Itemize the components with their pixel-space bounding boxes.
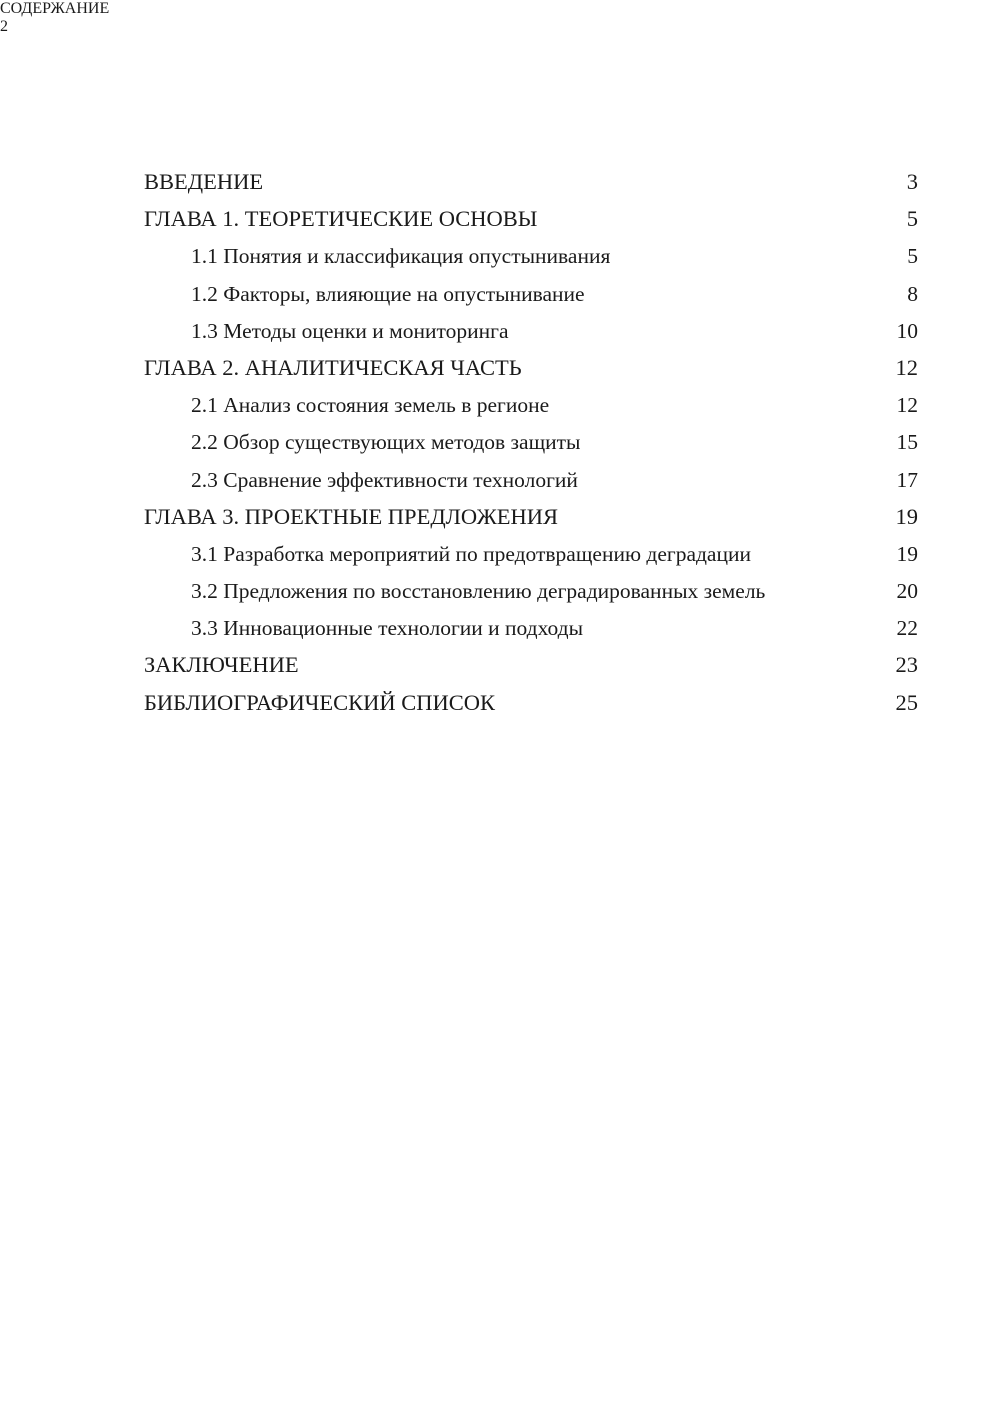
toc-entry[interactable] (144, 317, 918, 345)
toc-entry-label: 3.1 Разработка мероприятий по предотвращению деградации (191, 541, 751, 566)
toc-entry[interactable] (144, 280, 918, 308)
toc-entry-label: ГЛАВА 3. ПРОЕКТНЫЕ ПРЕДЛОЖЕНИЯ (144, 503, 559, 529)
toc-entry[interactable] (144, 689, 918, 717)
toc-entry[interactable] (144, 428, 918, 456)
toc-entry-page: 19 (895, 503, 918, 529)
toc-entry-page: 20 (896, 579, 918, 604)
table-of-contents (144, 168, 918, 726)
toc-entry-page: 15 (896, 430, 918, 455)
toc-entry-label: 1.1 Понятия и классификация опустынивания (191, 244, 611, 269)
toc-entry-label: 3.3 Инновационные технологии и подходы (191, 616, 584, 641)
page-number: 2 (0, 18, 8, 35)
toc-entry[interactable] (144, 503, 918, 531)
toc-entry-page: 5 (907, 244, 918, 269)
toc-entry-page: 12 (896, 393, 918, 418)
toc-entry[interactable] (144, 391, 918, 419)
toc-entry-page: 19 (896, 541, 918, 566)
toc-entry-label: ГЛАВА 2. АНАЛИТИЧЕСКАЯ ЧАСТЬ (144, 354, 522, 380)
toc-entry-label: БИБЛИОГРАФИЧЕСКИЙ СПИСОК (144, 689, 496, 715)
toc-entry-label: ГЛАВА 1. ТЕОРЕТИЧЕСКИЕ ОСНОВЫ (144, 206, 538, 232)
toc-entry[interactable] (144, 205, 918, 233)
toc-entry-page: 17 (896, 467, 918, 492)
toc-entry[interactable] (144, 651, 918, 679)
toc-entry-page: 23 (895, 652, 918, 678)
toc-entry[interactable] (144, 577, 918, 605)
toc-entry-page: 25 (895, 689, 918, 715)
page-title: СОДЕРЖАНИЕ (0, 0, 110, 17)
toc-entry[interactable] (144, 168, 918, 196)
toc-entry[interactable] (144, 354, 918, 382)
toc-entry-label: ЗАКЛЮЧЕНИЕ (144, 652, 299, 678)
toc-entry[interactable] (144, 466, 918, 494)
toc-entry-label: 3.2 Предложения по восстановлению деградированных земель (191, 579, 766, 604)
toc-entry[interactable] (144, 242, 918, 270)
toc-entry-label: 1.2 Факторы, влияющие на опустынивание (191, 281, 585, 306)
toc-entry-page: 12 (895, 354, 918, 380)
toc-entry-label: ВВЕДЕНИЕ (144, 169, 264, 194)
toc-entry-page: 5 (906, 206, 918, 232)
toc-entry-page: 10 (896, 318, 918, 343)
toc-entry[interactable] (144, 540, 918, 568)
toc-entry-page: 22 (896, 616, 918, 641)
toc-entry-label: 2.2 Обзор существующих методов защиты (191, 430, 581, 455)
toc-entry[interactable] (144, 614, 918, 642)
toc-entry-label: 1.3 Методы оценки и мониторинга (191, 318, 509, 343)
toc-entry-page: 8 (907, 281, 918, 306)
toc-entry-page: 3 (906, 169, 918, 194)
toc-entry-label: 2.3 Сравнение эффективности технологий (191, 467, 578, 492)
toc-entry-label: 2.1 Анализ состояния земель в регионе (191, 393, 550, 418)
